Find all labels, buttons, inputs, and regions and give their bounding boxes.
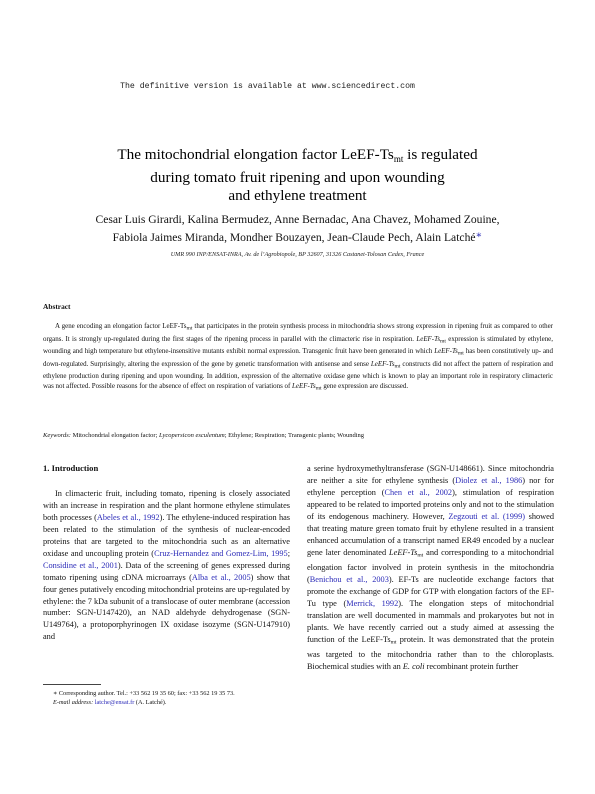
gene-name: LeEF-Ts bbox=[434, 347, 458, 356]
abstract-s6: gene expression are discussed. bbox=[321, 382, 409, 391]
intro-text: In climacteric fruit, including tomato, ripening is closely associated with an increase in respiration and the plant hormone ethylene stimulates both processes ( bbox=[43, 488, 290, 522]
intro-text: ; bbox=[287, 548, 290, 558]
keywords-part1: Mitochondrial elongation factor; bbox=[70, 432, 160, 439]
gene-sub: mt bbox=[315, 385, 322, 392]
abstract-text bbox=[43, 321, 553, 394]
footnote-contact: Corresponding author. Tel.: +33 562 19 35 60; fax: +33 562 19 35 73. bbox=[57, 690, 235, 697]
author-list bbox=[40, 212, 555, 246]
gene-sub: mt bbox=[394, 363, 401, 370]
intro-text: and corresponding to a mitochondrial elongation factor involved in protein synthesis in the mitochondria ( bbox=[307, 547, 554, 585]
citation-link[interactable]: Diolez et al., 1986 bbox=[455, 475, 523, 485]
intro-text: protein. It was demonstrated that the protein was targeted to the mitochondria rather than to the chloroplasts. Biochemical studies with an bbox=[307, 634, 554, 672]
citation-link[interactable]: Merrick, 1992 bbox=[346, 598, 399, 608]
gene-sub: mt bbox=[417, 552, 424, 559]
definitive-version-note: The definitive version is available at www.sciencedirect.com bbox=[120, 82, 415, 91]
intro-text: ). The ethylene-induced respiration has been related to the stimulation of the synthesis of nuclear-encoded proteins that are targeted to the mitochondria such as an alternative oxidase and uncoupling protein ( bbox=[43, 512, 290, 558]
abstract-s5: constructs did not affect the pattern of respiration and ethylene production during ripening and upon wounding. In addition, expression of the alternative oxidase gene which is known to play an important role in respiratory climacteric was not affected. Possible reasons for the absence of effect on respiration of variations of bbox=[43, 359, 554, 391]
abstract-s1: A gene encoding an elongation factor LeEF-Ts bbox=[55, 322, 187, 330]
intro-text: ). The elongation steps of mitochondrial translation are well documented in mammals and prokaryotes but not in plants. We have recently carried out a study aimed at assessing the function of the LeEF-Ts bbox=[307, 598, 554, 644]
intro-paragraph bbox=[43, 488, 290, 643]
corresponding-author-footnote bbox=[43, 689, 293, 708]
title-line1-end: is regulated bbox=[403, 146, 478, 163]
email-link[interactable]: latche@ensat.fr bbox=[94, 699, 135, 707]
authors-line1: Cesar Luis Girardi, Kalina Bermudez, Anne Bernadac, Ana Chavez, Mohamed Zouine, bbox=[95, 213, 500, 226]
abstract-s4: has been constitutively up- and down-regulated. Surprisingly, altering the expression of the gene by genetic transformation with antisense and sense bbox=[43, 347, 553, 368]
footnote-divider bbox=[43, 684, 101, 685]
citation-link[interactable]: Zegzouti et al. (1999) bbox=[448, 511, 525, 521]
citation-link[interactable]: Alba et al., 2005 bbox=[191, 572, 251, 582]
citation-link[interactable]: Cruz-Hernandez and Gomez-Lim, 1995 bbox=[154, 548, 288, 558]
authors-line2: Fabiola Jaimes Miranda, Mondher Bouzayen, Jean-Claude Pech, Alain Latché bbox=[112, 231, 476, 244]
email-label: E-mail address: bbox=[53, 699, 94, 707]
footnote-line2 bbox=[43, 698, 293, 707]
abstract-heading: Abstract bbox=[43, 302, 71, 311]
gene-name: LeEF-Ts bbox=[292, 382, 316, 391]
keywords-species: Lycopersicon esculentum bbox=[159, 432, 225, 439]
gene-name: LeEF-Ts bbox=[370, 359, 395, 368]
intro-text: ) show that four genes putatively encoding mitochondrial proteins are up-regulated by ethylene: the 7 kDa subunit of a translocase of outer membrane (accession number: SGN-U147420), an NAD aldehyde dehydrogenase (SGN-U149764), a protoporphyrinogen IX oxidase isozyme (SGN-U147910) and bbox=[43, 572, 290, 642]
intro-text: a serine hydroxymethyltransferase (SGN-U148661). Since mitochondria are neither a site for ethylene synthesis ( bbox=[307, 464, 554, 485]
intro-text: showed that treating mature green tomato fruit by ethylene resulted in a transient enhanced accumulation of a transcript named ER49 encoded by a nuclear gene later denominated bbox=[307, 511, 554, 557]
intro-text: ) nor for ethylene perception ( bbox=[307, 475, 554, 497]
keywords bbox=[43, 432, 553, 439]
footnote-line1 bbox=[43, 689, 293, 698]
citation-link[interactable]: Considine et al., 2001 bbox=[43, 560, 118, 570]
intro-text: ). Data of the screening of genes expressed during tomato ripening using cDNA microarrays ( bbox=[43, 560, 291, 582]
title-subscript: mt bbox=[393, 154, 404, 164]
keywords-label: Keywords: bbox=[43, 432, 71, 439]
abstract-s2: that participates in the protein synthesis process in mitochondria shows strong expression in ripening fruit as compared to other organs. It is strongly up-regulated during the first stages of the ripening process in parallel with the climacteric rise in respiration. bbox=[43, 322, 553, 343]
email-suffix: (A. Latché). bbox=[134, 699, 167, 707]
title-line2: during tomato fruit ripening and upon wounding bbox=[150, 168, 445, 186]
intro-text: ), stimulation of respiration appeared to be related to imported proteins only and not to the stimulation of its endogenous machinery. However, bbox=[307, 487, 554, 521]
gene-sub: mt bbox=[457, 350, 464, 357]
paper-title bbox=[60, 146, 535, 206]
gene-name: LeEF-Ts bbox=[416, 334, 441, 343]
corresponding-author-link[interactable]: ∗ bbox=[475, 230, 483, 241]
footnote-mark: ∗ bbox=[53, 690, 58, 697]
title-line3: and ethylene treatment bbox=[228, 187, 367, 204]
gene-sub: mt bbox=[440, 338, 446, 345]
citation-link[interactable]: Chen et al., 2002 bbox=[384, 487, 453, 497]
protein-sub: mt bbox=[390, 639, 397, 646]
citation-link[interactable]: Benichou et al., 2003 bbox=[309, 575, 389, 585]
abstract-s3: expression is stimulated by ethylene, wounding and high temperature but ethylene-insensitive mutants exhibit normal expression. Transgenic fruit have been generated in which bbox=[43, 334, 553, 356]
keywords-part2: ; Ethylene; Respiration; Transgenic plants; Wounding bbox=[224, 432, 365, 439]
title-line1-text: The mitochondrial elongation factor LeEF-Ts bbox=[117, 146, 394, 163]
intro-paragraph-continued bbox=[307, 463, 554, 673]
gene-name: LeEF-Ts bbox=[389, 547, 418, 557]
left-column bbox=[43, 463, 290, 643]
introduction-heading: 1. Introduction bbox=[43, 463, 99, 473]
affiliation: UMR 990 INP/ENSAT-INRA, Av. de l’Agrobiopole, BP 32607, 31326 Castanet-Tolosan Cedex, France bbox=[170, 251, 425, 258]
citation-link[interactable]: Abeles et al., 1992 bbox=[96, 512, 160, 522]
organism-name: E. coli bbox=[402, 662, 425, 672]
intro-text: ). EF-Ts are nucleotide exchange factors that promote the exchange of GDP for GTP with elongation factors of the EF-Tu type ( bbox=[307, 575, 554, 608]
right-column bbox=[307, 463, 554, 673]
intro-text: recombinant protein further bbox=[424, 662, 519, 672]
abstract-s1-sub: mt bbox=[186, 325, 193, 332]
